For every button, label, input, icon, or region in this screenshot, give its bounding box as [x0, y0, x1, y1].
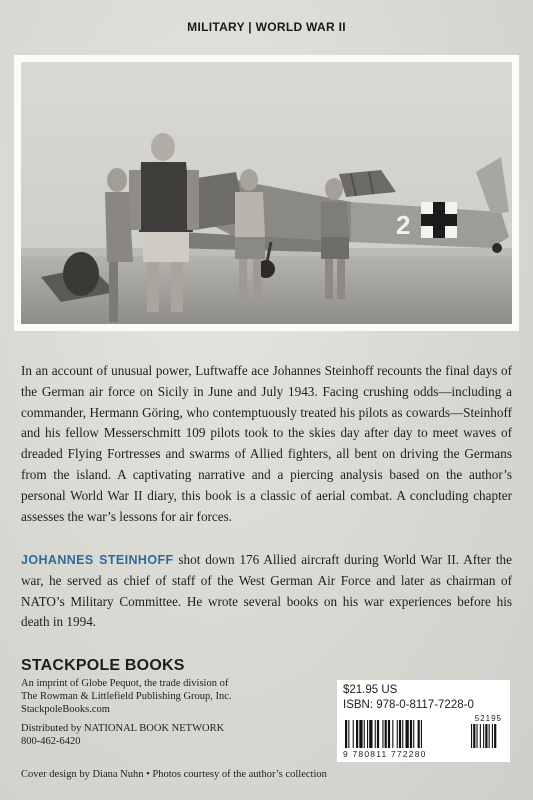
barcode-icon	[343, 720, 504, 750]
cross-insignia	[421, 202, 457, 238]
cover-credits: Cover design by Diana Nuhn • Photos courtesy of the author’s collection	[21, 769, 327, 780]
author-bio-text: shot down 176 Allied aircraft during World War II. After the war, he served as chief of staff of the West German Air Force and later as chairman of NATO’s Military Committee. He wrote several books on his war experiences before his death in 1994.	[21, 552, 513, 630]
cover-photo-frame	[14, 55, 519, 331]
aircraft-number: 2	[396, 210, 411, 240]
publisher-website: StackpoleBooks.com	[21, 704, 110, 716]
distributor-phone: 800-462-6420	[21, 735, 81, 747]
isbn-label: ISBN: 978-0-8117-7228-0	[343, 699, 474, 711]
price-label: $21.95 US	[343, 684, 398, 696]
pilots-aircraft-photo	[21, 62, 512, 324]
publisher-imprint-line: An imprint of Globe Pequot, the trade division of	[21, 678, 229, 689]
barcode-box	[337, 680, 510, 762]
author-name: JOHANNES STEINHOFF	[21, 553, 174, 567]
barcode-digits: 9 780811 772280	[343, 749, 427, 759]
publisher-block	[21, 655, 321, 748]
price-addon-code: 52195	[474, 714, 502, 723]
category-label: MILITARY | WORLD WAR II	[187, 20, 346, 34]
publisher-group-line: The Rowman & Littlefield Publishing Group, Inc.	[21, 691, 232, 703]
publisher-name: STACKPOLE BOOKS	[21, 657, 185, 674]
cover-photo	[21, 62, 512, 324]
distributor-line: Distributed by NATIONAL BOOK NETWORK	[21, 722, 225, 734]
book-description: In an account of unusual power, Luftwaffe ace Johannes Steinhoff recounts the final days of the German air force on Sicily in June and July 1943. Facing crushing odds—including a commander, Hermann Göring, who contemptuously treated his pilots as cowards—Steinhoff and his fellow Messerschmitt 109 pilots took to the skies day after day to meet waves of dreaded Flying Fortresses and swarms of Allied fighters, all bent on driving the Germans from the island. A captivating narrative and a piercing analysis based on the author’s personal World War II diary, this book is a classic of aerial combat. A concluding chapter assesses the war’s lessons for air forces.	[21, 363, 512, 524]
author-bio	[21, 550, 512, 633]
